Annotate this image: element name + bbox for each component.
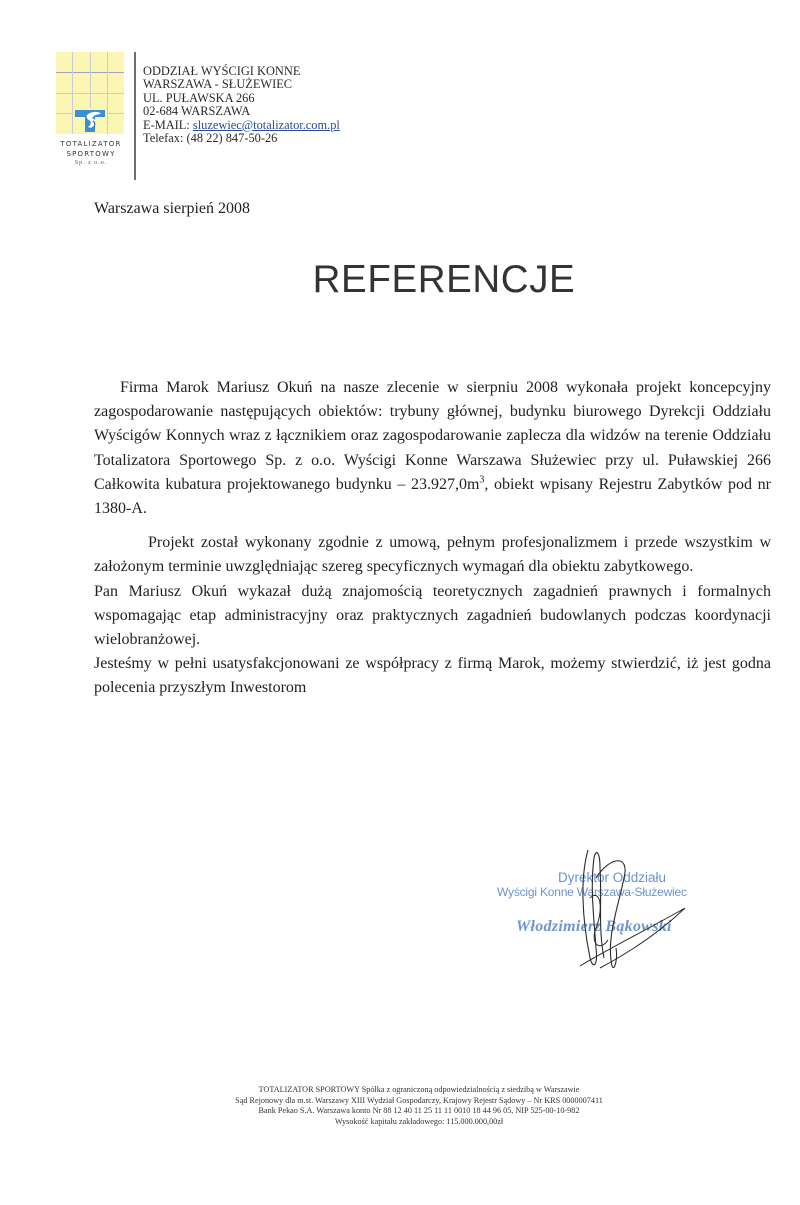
footer-line: Sąd Rejonowy dla m.st. Warszawy XIII Wydział Gospodarczy, Krajowy Rejestr Sądowy – Nr KRS 0000007411 — [235, 1095, 603, 1105]
letter-date: Warszawa sierpień 2008 — [94, 200, 250, 217]
paragraph-project-description — [94, 376, 771, 521]
logo-text-totalizator: TOTALIZATOR — [60, 140, 122, 148]
footer-line: Wysokość kapitału zakładowego: 115.000.000,00zł — [334, 1116, 504, 1126]
handwritten-signature-icon — [560, 848, 710, 973]
email-label: E-MAIL: — [143, 117, 193, 132]
address-line: ODDZIAŁ WYŚCIGI KONNE — [143, 64, 301, 78]
superscript: 3 — [479, 474, 485, 486]
telefax-line: Telefax: (48 22) 847-50-26 — [143, 131, 278, 146]
document-title: REFERENCJE — [312, 258, 576, 301]
email-line — [143, 119, 340, 132]
stamp-name: Włodzimierz Bąkowski — [516, 918, 672, 935]
footer-line: Bank Pekao S.A. Warszawa konto Nr 88 12 40 11 25 11 11 0010 18 44 96 05, NIP 525-00-10-982 — [258, 1106, 580, 1116]
footer-line: TOTALIZATOR SPORTOWY Spółka z ograniczoną odpowiedzialnością z siedzibą w Warszawie — [258, 1085, 580, 1094]
address-line: UL. PUŁAWSKA 266 — [143, 90, 255, 105]
paragraph-recommendation: Jesteśmy w pełni usatysfakcjonowani ze współpracy z firmą Marok, możemy stwierdzić, iż jest godna polecenia przyszłym Inwestorom — [94, 655, 771, 697]
letterhead-address — [143, 65, 340, 145]
email-link[interactable]: sluzewiec@totalizator.com.pl — [192, 117, 340, 132]
address-line: WARSZAWA - SŁUŻEWIEC — [143, 77, 293, 92]
paragraph-project-quality: Projekt został wykonany zgodnie z umową, pełnym profesjonalizmem i przede wszystkim w założonym terminie uwzględniając szereg specyficznych wymagań dla obiektu zabytkowego. — [94, 534, 771, 576]
letter-body — [94, 376, 771, 701]
letterhead-divider — [134, 52, 136, 180]
totalizator-logo-icon — [73, 106, 107, 134]
paragraph-expertise: Pan Mariusz Okuń wykazał dużą znajomością teoretycznych zagadnień prawnych i formalnych wspomagając etap administracyjny oraz praktycznych zagadnień budowlanych podczas koordynacji wielobranżowej. — [94, 582, 771, 649]
logo-text-sportowy: SPORTOWY — [66, 150, 116, 158]
paragraph-text: , obiekt wpisany Rejestru Zabytków pod nr 1380-A. — [94, 475, 772, 518]
company-logo — [56, 52, 126, 176]
stamp-role: Dyrektor Oddziału — [558, 870, 667, 885]
address-line: 02-684 WARSZAWA — [143, 104, 251, 119]
company-footer — [0, 1085, 800, 1127]
paragraph-text: Firma Marok Mariusz Okuń na nasze zlecenie w sierpniu 2008 wykonała projekt koncepcyjny zagospodarowanie następujących obiektów: trybuny głównej, budynku biurowego Dyrekcji Oddziału Wyścigów Konnych wraz z łącznikiem oraz zagospodarowanie zaplecza dla widzów na terenie Oddziału Totalizatora Sportowego Sp. z o.o. Wyścigi Konne Warszawa Służewiec przy ul. Puławskiej 266 Całkowita kubatura projektowanego budynku – 23.927,0m — [94, 379, 771, 493]
stamp-department: Wyścigi Konne Warszawa-Służewiec — [497, 885, 687, 899]
logo-text-company-form: Sp. z o.o. — [74, 160, 108, 166]
